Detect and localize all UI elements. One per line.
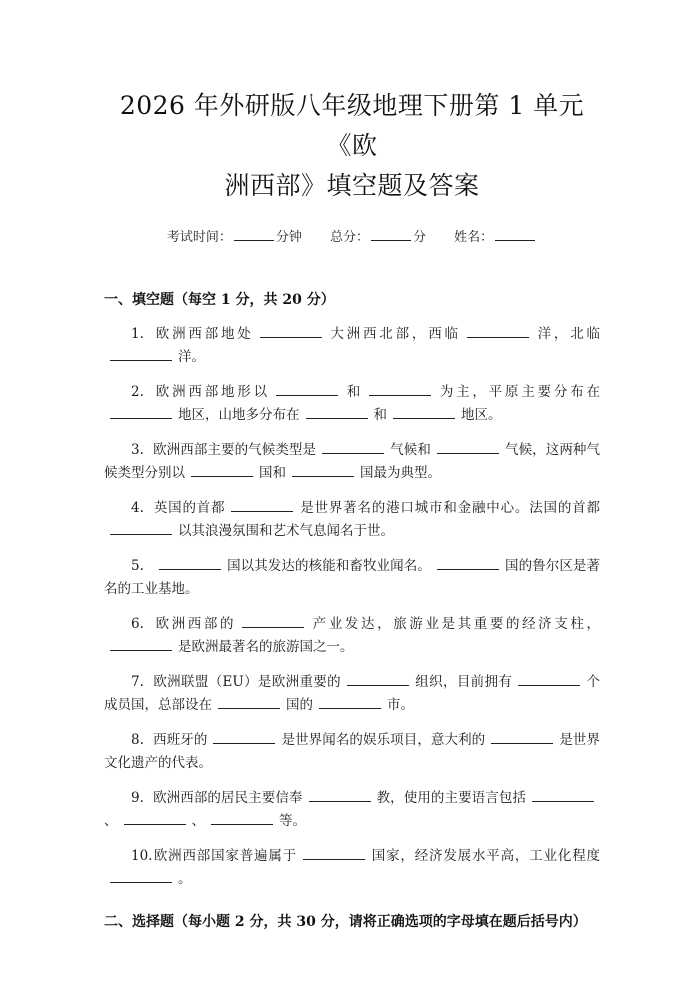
question-number: 9. [131, 790, 144, 806]
answer-blank[interactable] [260, 323, 322, 338]
question-text: 气候和 [390, 442, 431, 458]
question-text: 等。 [279, 813, 306, 829]
question-text: 国家，经济发展水平高，工业化程度 [370, 848, 601, 864]
question-text: 教，使用的主要语言包括 [376, 790, 526, 806]
question-number: 6. [131, 616, 144, 632]
total-score [330, 230, 430, 245]
answer-blank[interactable] [467, 323, 529, 338]
title-line-2: 洲西部》填空题及答案 [224, 171, 480, 200]
time-blank[interactable] [234, 226, 274, 241]
question-text: 产业发达，旅游业是其重要的经济支柱， [310, 616, 600, 632]
question-text: 西班牙的 [153, 732, 208, 748]
question-item [104, 671, 600, 717]
exam-page [0, 86, 700, 991]
section-fill-in-heading: 一、填空题（每空 1 分，共 20 分） [104, 292, 335, 308]
answer-blank[interactable] [213, 729, 275, 744]
question-text: 地区，山地多分布在 [178, 407, 300, 423]
answer-blank[interactable] [437, 555, 499, 570]
answer-blank[interactable] [322, 439, 384, 454]
name-label: 姓名： [454, 230, 494, 245]
question-item [104, 787, 600, 833]
question-text: 欧洲西部的 [153, 616, 237, 632]
answer-blank[interactable] [191, 462, 253, 477]
question-text: 洋，北临 [534, 326, 601, 342]
question-number: 1. [131, 326, 144, 342]
answer-blank[interactable] [306, 404, 368, 419]
answer-blank[interactable] [159, 555, 221, 570]
question-text: 欧洲西部的居民主要信奉 [153, 790, 303, 806]
answer-blank[interactable] [369, 381, 431, 396]
time-unit: 分钟 [275, 230, 302, 245]
score-blank[interactable] [371, 226, 411, 241]
question-text: 国和 [259, 465, 286, 481]
question-text: 是世界著名的港口城市和金融中心。法国的首都 [299, 500, 601, 516]
answer-blank[interactable] [110, 346, 172, 361]
exam-time [167, 230, 306, 245]
time-label: 考试时间： [166, 230, 232, 245]
student-name [454, 230, 537, 245]
question-item [104, 729, 600, 775]
question-item [104, 381, 600, 427]
question-text: 以其浪漫氛围和艺术气息闻名于世。 [178, 523, 394, 539]
question-text: 国最为典型。 [360, 465, 441, 481]
answer-blank[interactable] [532, 787, 594, 802]
answer-blank[interactable] [393, 404, 455, 419]
question-text: 地区。 [461, 407, 502, 423]
question-text: 市。 [387, 697, 414, 713]
answer-blank[interactable] [292, 462, 354, 477]
answer-blank[interactable] [309, 787, 371, 802]
question-text: 欧洲西部国家普遍属于 [153, 848, 297, 864]
answer-blank[interactable] [518, 671, 580, 686]
question-text: 气候，这两种气候类型分别以 [104, 442, 601, 481]
answer-blank[interactable] [110, 636, 172, 651]
question-text: 和 [343, 384, 364, 400]
score-label: 总分： [329, 230, 369, 245]
question-text: 欧洲西部主要的气候类型是 [153, 442, 317, 458]
question-text: 为主，平原主要分布在 [437, 384, 601, 400]
answer-blank[interactable] [437, 439, 499, 454]
question-number: 5. [131, 558, 144, 574]
question-text: 英国的首都 [153, 500, 226, 516]
question-text: 欧洲西部地处 [153, 326, 254, 342]
answer-blank[interactable] [211, 810, 273, 825]
exam-meta [104, 226, 600, 245]
answer-blank[interactable] [231, 497, 293, 512]
question-text: 。 [178, 871, 192, 887]
question-text: 、 [104, 813, 118, 829]
answer-blank[interactable] [303, 845, 365, 860]
question-number: 7. [131, 674, 144, 690]
question-text: 是欧洲最著名的旅游国之一。 [178, 639, 354, 655]
question-number: 3. [131, 442, 144, 458]
question-text: 欧洲联盟（EU）是欧洲重要的 [153, 674, 341, 690]
question-list [104, 323, 600, 891]
question-text: 、 [191, 813, 205, 829]
question-number: 4. [131, 500, 144, 516]
question-text: 国的 [286, 697, 313, 713]
answer-blank[interactable] [110, 404, 172, 419]
question-item [104, 613, 600, 659]
score-unit: 分 [413, 230, 427, 245]
question-number: 2. [131, 384, 144, 400]
answer-blank[interactable] [110, 868, 172, 883]
answer-blank[interactable] [124, 810, 186, 825]
question-text: 组织，目前拥有 [414, 674, 513, 690]
section-choice-heading: 二、选择题（每小题 2 分，共 30 分，请将正确选项的字母填在题后括号内） [104, 914, 587, 930]
answer-blank[interactable] [347, 671, 409, 686]
answer-blank[interactable] [218, 694, 280, 709]
question-text: 个成员国，总部设在 [104, 674, 601, 713]
name-blank[interactable] [495, 226, 535, 241]
answer-blank[interactable] [242, 613, 304, 628]
question-item [104, 323, 600, 369]
question-text: 国以其发达的核能和畜牧业闻名。 [227, 558, 431, 574]
question-number: 10. [131, 848, 153, 864]
question-text: 国的鲁尔区是著名的工业基地。 [104, 558, 601, 597]
question-item [104, 555, 600, 601]
answer-blank[interactable] [276, 381, 338, 396]
question-item [104, 439, 600, 485]
question-text: 是世界闻名的娱乐项目，意大利的 [281, 732, 486, 748]
question-text: 欧洲西部地形以 [153, 384, 270, 400]
question-item [104, 497, 600, 543]
question-text: 大洲西北部，西临 [327, 326, 461, 342]
question-text: 和 [373, 407, 387, 423]
answer-blank[interactable] [110, 520, 172, 535]
answer-blank[interactable] [319, 694, 381, 709]
question-text: 洋。 [178, 349, 205, 365]
question-item [104, 845, 600, 891]
title-line-1: 2026 年外研版八年级地理下册第 1 单元《欧 [119, 91, 585, 160]
page-title [104, 86, 600, 206]
question-text: 是世界文化遗产的代表。 [104, 732, 601, 771]
answer-blank[interactable] [491, 729, 553, 744]
question-number: 8. [131, 732, 144, 748]
